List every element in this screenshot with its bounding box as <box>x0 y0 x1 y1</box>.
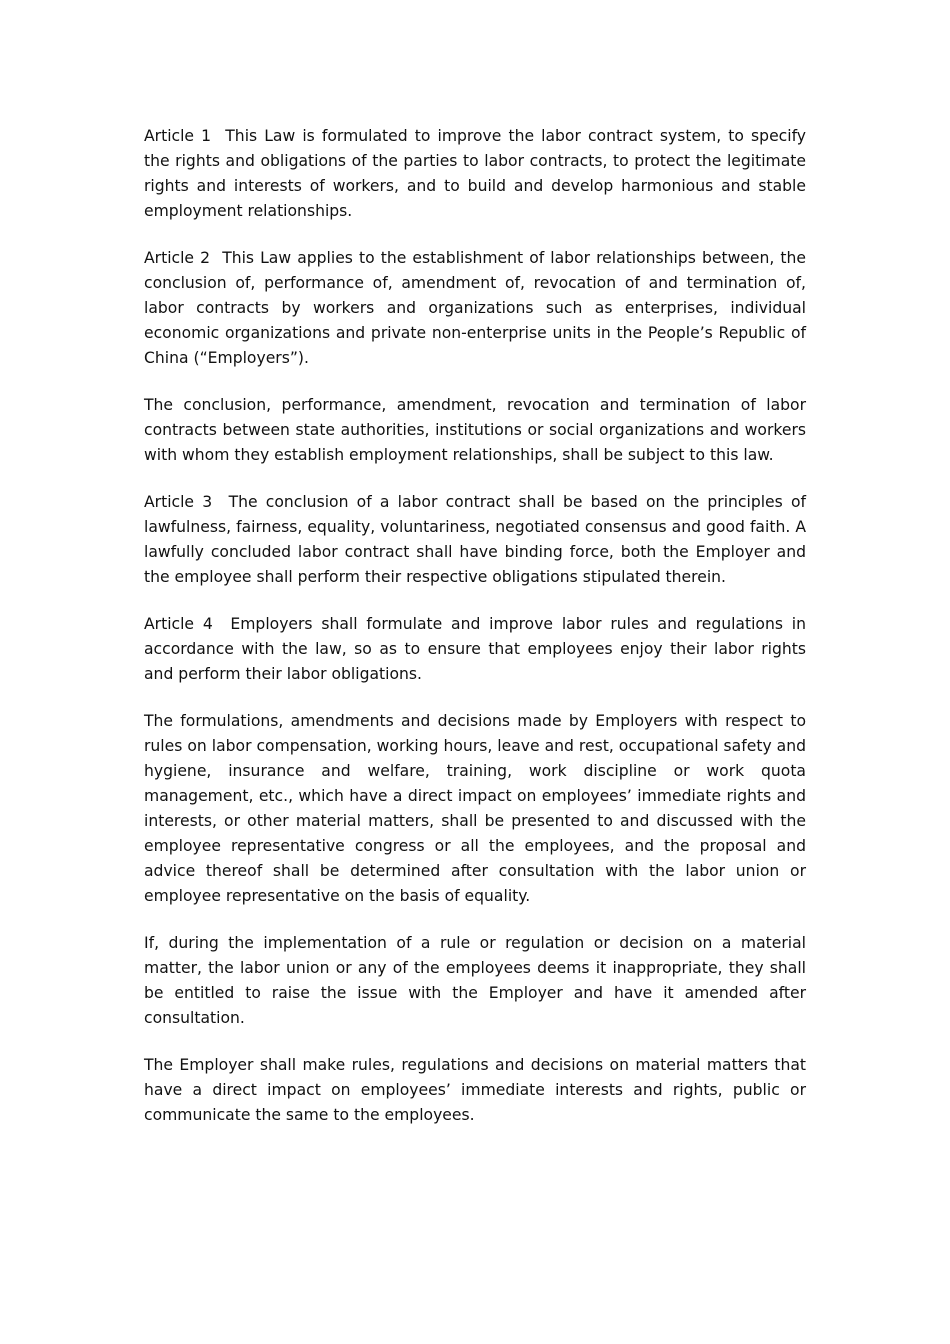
paragraph-text: This Law applies to the establishment of labor relationships between, the conclusion of, performance of, amendment of, revocation of and termination of, labor contracts by workers and organizations such as enterprises, individual economic organizations and private non-enterprise units in the People’s Republic of China (“Employers”). <box>144 249 807 367</box>
paragraph-text: The Employer shall make rules, regulations and decisions on material matters that have a direct impact on employees’ immediate interests and rights, public or communicate the same to the employees. <box>144 1056 806 1124</box>
paragraph-text: The conclusion, performance, amendment, revocation and termination of labor contracts between state authorities, institutions or social organizations and workers with whom they establish employment relationships, shall be subject to this law. <box>144 396 806 464</box>
paragraph-text: The formulations, amendments and decisions made by Employers with respect to rules on labor compensation, working hours, leave and rest, occupational safety and hygiene, insurance and welfare, training, work discipline or work quota management, etc., which have a direct impact on employees’ immediate rights and interests, or other material matters, shall be presented to and discussed with the employee representative congress or all the employees, and the proposal and advice thereof shall be determined after consultation with the labor union or employee representative on the basis of equality. <box>144 712 806 905</box>
article-2-paragraph <box>144 246 806 371</box>
paragraph-text: If, during the implementation of a rule or regulation or decision on a material matter, the labor union or any of the employees deems it inappropriate, they shall be entitled to raise the issue with the Employer and have it amended after consultation. <box>144 934 806 1027</box>
article-label: Article 3 <box>144 493 213 511</box>
paragraph-text: The conclusion of a labor contract shall be based on the principles of lawfulness, fairness, equality, voluntariness, negotiated consensus and good faith. A lawfully concluded labor contract shall have binding force, both the Employer and the employee shall perform their respective obligations stipulated therein. <box>144 493 806 586</box>
article-1-paragraph <box>144 124 806 224</box>
article-label: Article 1 <box>144 127 212 145</box>
article-label: Article 4 <box>144 615 213 633</box>
article-4-continuation-paragraph <box>144 709 806 909</box>
article-3-paragraph <box>144 490 806 590</box>
article-4-continuation-paragraph <box>144 1053 806 1128</box>
article-2-continuation-paragraph <box>144 393 806 468</box>
paragraph-text: Employers shall formulate and improve labor rules and regulations in accordance with the law, so as to ensure that employees enjoy their labor rights and perform their labor obligations. <box>144 615 807 683</box>
article-label: Article 2 <box>144 249 211 267</box>
article-4-continuation-paragraph <box>144 931 806 1031</box>
article-4-paragraph <box>144 612 806 687</box>
paragraph-text: This Law is formulated to improve the labor contract system, to specify the rights and obligations of the parties to labor contracts, to protect the legitimate rights and interests of workers, and to build and develop harmonious and stable employment relationships. <box>144 127 807 220</box>
document-body <box>144 124 806 1128</box>
